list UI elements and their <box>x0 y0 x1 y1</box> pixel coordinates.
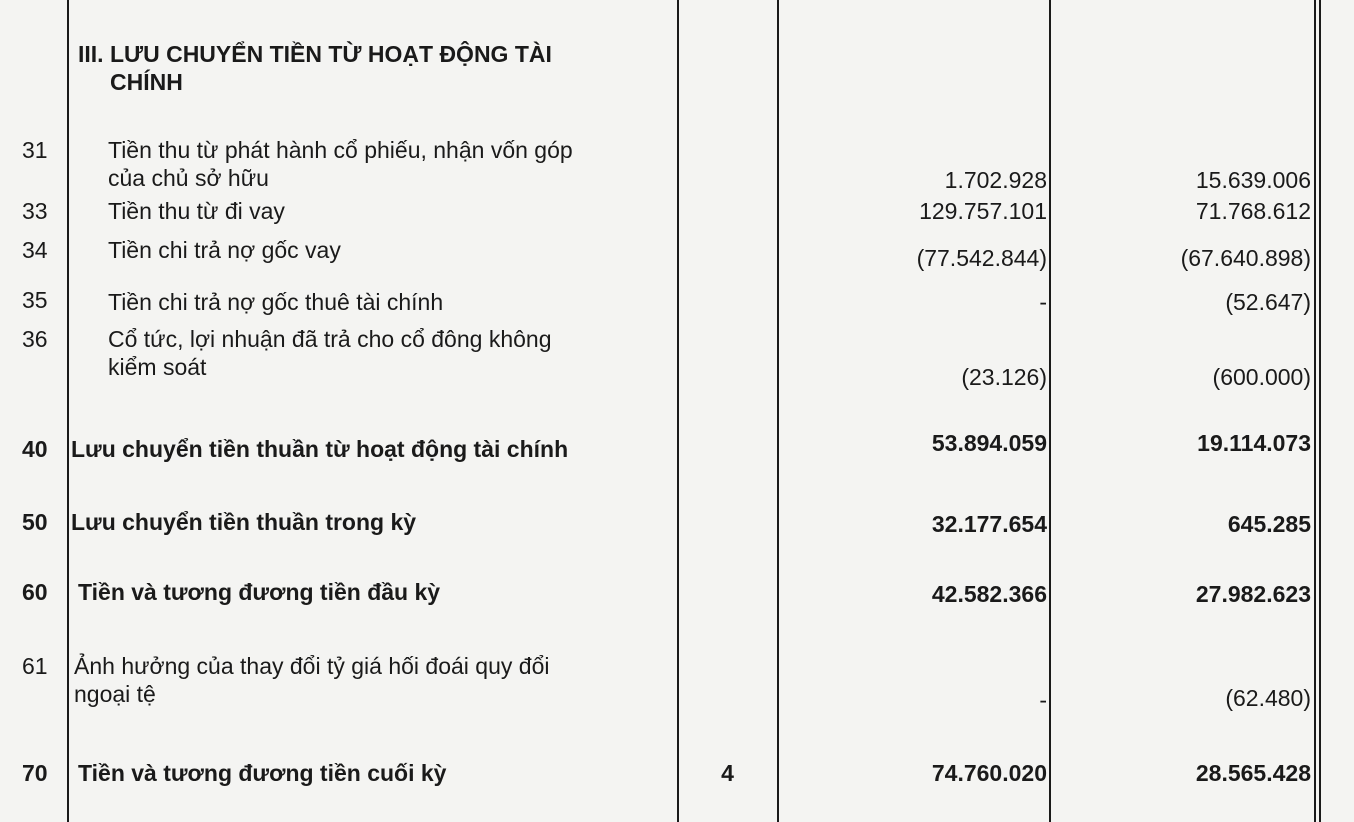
row-previous-value: (62.480) <box>1225 685 1311 711</box>
row-code: 33 <box>22 198 48 224</box>
row-description: Ảnh hưởng của thay đổi tỷ giá hối đoái quy đổi ngoại tệ <box>74 653 550 707</box>
row-code: 60 <box>22 579 48 605</box>
row-code: 34 <box>22 237 48 263</box>
row-description: Tiền thu từ đi vay <box>108 198 285 224</box>
section-title-line2: CHÍNH <box>110 69 183 95</box>
row-description: Tiền chi trả nợ gốc vay <box>108 237 341 263</box>
row-current-value: 53.894.059 <box>931 430 1047 456</box>
column-rule-description <box>677 0 679 822</box>
row-code: 35 <box>22 287 48 313</box>
column-rule-previous-double <box>1319 0 1321 822</box>
row-code: 70 <box>22 760 48 786</box>
row-code: 40 <box>22 436 48 462</box>
row-current-value: 42.582.366 <box>931 581 1047 607</box>
row-previous-value: 19.114.073 <box>1197 430 1311 456</box>
row-code: 36 <box>22 326 48 352</box>
row-previous-value: 15.639.006 <box>1195 167 1311 193</box>
row-description: Lưu chuyển tiền thuần từ hoạt động tài chính <box>71 436 569 462</box>
row-current-value: 1.702.928 <box>944 167 1047 193</box>
row-code: 50 <box>22 509 48 535</box>
row-previous-value: 71.768.612 <box>1195 198 1311 224</box>
row-description: Tiền và tương đương tiền đầu kỳ <box>78 579 441 605</box>
column-rule-note <box>777 0 779 822</box>
row-previous-value: 28.565.428 <box>1195 760 1311 786</box>
row-description: Cổ tức, lợi nhuận đã trả cho cổ đông không kiểm soát <box>108 326 552 380</box>
row-code: 61 <box>22 653 48 679</box>
row-previous-value: 645.285 <box>1227 511 1311 537</box>
row-description: Tiền và tương đương tiền cuối kỳ <box>78 760 447 786</box>
row-current-value: 74.760.020 <box>931 760 1047 786</box>
row-description: Tiền thu từ phát hành cổ phiếu, nhận vốn góp của chủ sở hữu <box>108 137 573 191</box>
row-previous-value: (67.640.898) <box>1180 245 1311 271</box>
row-current-value: 129.757.101 <box>919 198 1047 224</box>
row-previous-value: (52.647) <box>1225 289 1311 315</box>
section-title-line1: III. LƯU CHUYỂN TIỀN TỪ HOẠT ĐỘNG TÀI <box>78 41 552 67</box>
row-code: 31 <box>22 137 48 163</box>
column-rule-previous <box>1314 0 1316 822</box>
row-current-value: (77.542.844) <box>916 245 1047 271</box>
row-current-value: (23.126) <box>961 364 1047 390</box>
row-description: Lưu chuyển tiền thuần trong kỳ <box>71 509 417 535</box>
row-current-value: - <box>1039 289 1047 315</box>
row-description: Tiền chi trả nợ gốc thuê tài chính <box>108 289 444 315</box>
row-previous-value: 27.982.623 <box>1195 581 1311 607</box>
column-rule-current <box>1049 0 1051 822</box>
row-previous-value: (600.000) <box>1212 364 1311 390</box>
column-rule-code <box>67 0 69 822</box>
row-note: 4 <box>721 760 734 786</box>
row-current-value: - <box>1039 687 1047 713</box>
row-current-value: 32.177.654 <box>931 511 1047 537</box>
